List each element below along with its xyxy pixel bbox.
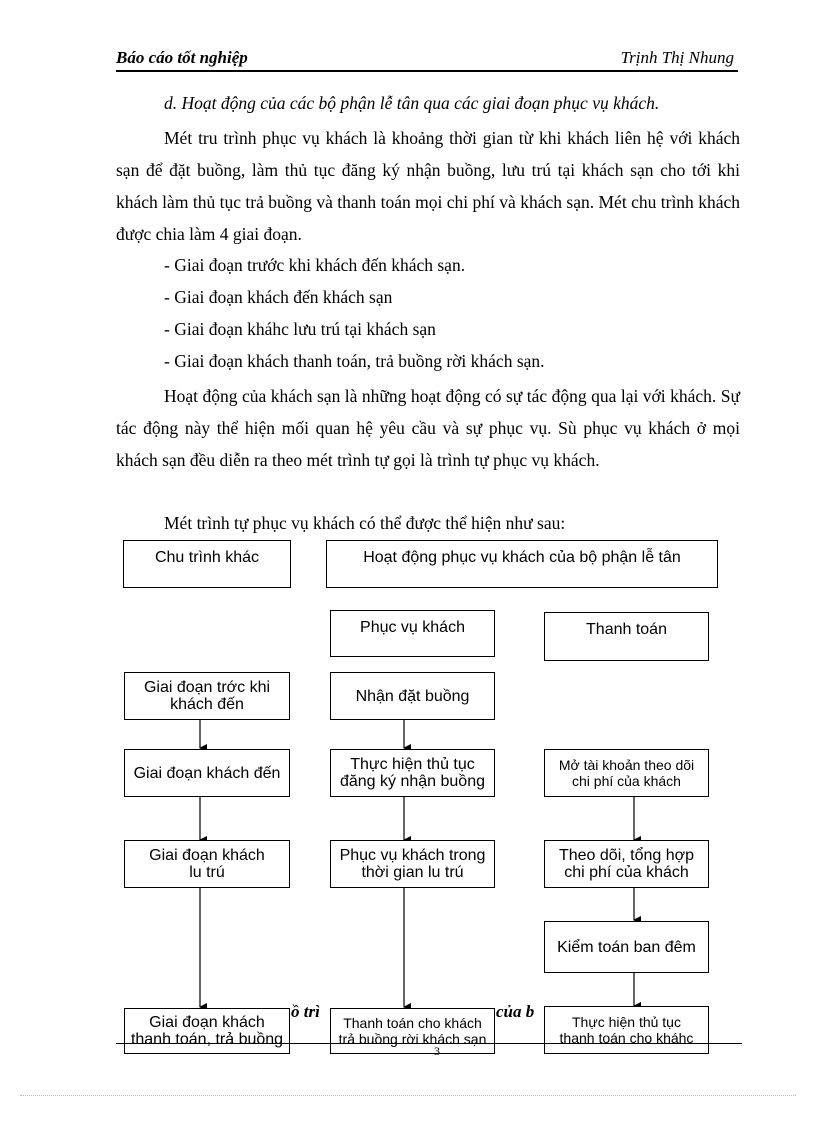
- header-box-activities: Hoạt động phục vụ khách của bộ phận lễ tân: [326, 540, 718, 588]
- header-box-cycle: Chu trình khác: [123, 540, 291, 588]
- stage-item-2: - Giai đoạn khách đến khách sạn: [164, 287, 393, 307]
- footer-rule: [116, 1043, 742, 1044]
- stage-item-3: - Giai đoạn kháhc lưu trú tại khách sạn: [164, 319, 436, 339]
- payment-box-open-account: Mở tài khoản theo dõi chi phí của khách: [544, 749, 709, 797]
- payment-box-night-audit: Kiểm toán ban đêm: [544, 921, 709, 973]
- column-header-service: Phục vụ khách: [330, 610, 495, 657]
- stage-box-checkout: Giai đoạn khách thanh toán, trả buồng: [124, 1008, 290, 1054]
- service-box-checkout: Thanh toán cho khách trả buồng rời khách sạn: [330, 1008, 495, 1054]
- payment-box-track-costs: Theo dõi, tổng hợp chi phí của khách: [544, 840, 709, 888]
- stage-item-4: - Giai đoạn khách thanh toán, trả buồng rời khách sạn.: [164, 351, 545, 371]
- page-edge-dotted: [20, 1095, 796, 1096]
- stage-item-1: - Giai đoạn trước khi khách đến khách sạn.: [164, 255, 466, 275]
- service-box-reservation: Nhận đặt buồng: [330, 672, 495, 720]
- page-number-fragment: 3: [434, 1044, 440, 1058]
- stage-box-arrival: Giai đoạn khách đến: [124, 749, 290, 797]
- column-header-payment: Thanh toán: [544, 612, 709, 661]
- diagram-intro: Mét trình tự phục vụ khách có thể được thể hiện như sau:: [164, 513, 566, 533]
- paragraph-2: Hoạt động của khách sạn là những hoạt động có sự tác động qua lại với khách. Sự tác động này thể hiện mối quan hệ yêu cầu và sự phục vụ. Sù phục vụ khách ở mọi khách sạn đều diễn ra theo mét trình tự gọi là trình tự phục vụ khách.: [116, 386, 740, 470]
- report-title: Báo cáo tốt nghiệp: [116, 48, 248, 67]
- stage-box-stay: Giai đoạn khách lu trú: [124, 840, 290, 888]
- paragraph-1: Mét tru trình phục vụ khách là khoảng thời gian từ khi khách liên hệ với khách sạn để đặt buồng, làm thủ tục đăng ký nhận buồng, lưu trú tại khách sạn cho tới khi khách làm thủ tục trả buồng và thanh toán mọi chi phí và khách sạn. Mét chu trình khách được chia làm 4 giai đoạn.: [116, 128, 740, 244]
- payment-box-checkout: Thực hiện thủ tục thanh toán cho kháhc: [544, 1006, 709, 1054]
- service-box-registration: Thực hiện thủ tục đăng ký nhận buồng: [330, 749, 495, 797]
- section-heading: d. Hoạt động của các bộ phận lễ tân qua các giai đoạn phục vụ khách.: [164, 93, 660, 113]
- caption-fragment-1: ồ trì: [291, 1002, 320, 1021]
- author-name: Trịnh Thị Nhung: [620, 48, 734, 67]
- caption-fragment-2: của b: [496, 1002, 535, 1021]
- stage-box-pre-arrival: Giai đoạn trớc khi khách đến: [124, 672, 290, 720]
- service-box-during-stay: Phục vụ khách trong thời gian lu trú: [330, 840, 495, 888]
